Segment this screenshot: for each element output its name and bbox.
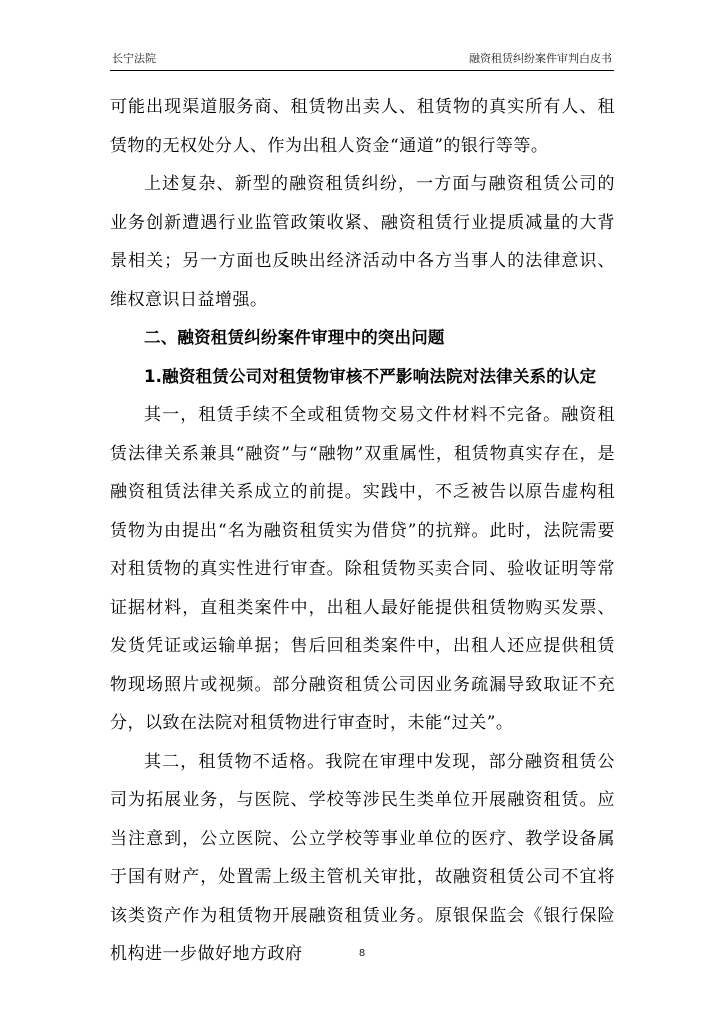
paragraph-second-issue: 其二，租赁物不适格。我院在审理中发现，部分融资租赁公司为拓展业务，与医院、学校等涉民生类单位开展融资租赁。应当注意到，公立医院、公立学校等事业单位的医疗、教学设备属于国有财产，处置需上级主管机关审批，故融资租赁公司不宜将该类资产作为租赁物开展融资租赁业务。原银保监会《银行保险机构进一步做好地方政府 bbox=[110, 751, 615, 964]
page-number: 8 bbox=[358, 948, 366, 959]
subsection-heading: 1.融资租赁公司对租赁物审核不严影响法院对法律关系的认定 bbox=[144, 366, 597, 386]
page-header bbox=[110, 50, 614, 68]
paragraph-first-issue: 其一，租赁手续不全或租赁物交易文件材料不完备。融资租赁法律关系兼具“融资”与“融物”双重属性，租赁物真实存在，是融资租赁法律关系成立的前提。实践中，不乏被告以原告虚构租赁物为由提出“名为融资租赁实为借贷”的抗辩。此时，法院需要对租赁物的真实性进行审查。除租赁物买卖合同、验收证明等常证据材料，直租类案件中，出租人最好能提供租赁物购买发票、发货凭证或运输单据；售后回租类案件中，出租人还应提供租赁物现场照片或视频。部分融资租赁公司因业务疏漏导致取证不充分，以致在法院对租赁物进行审查时，未能“过关”。 bbox=[110, 405, 615, 733]
paragraph-background: 上述复杂、新型的融资租赁纠纷，一方面与融资租赁公司的业务创新遭遇行业监管政策收紧、融资租赁行业提质减量的大背景相关；另一方面也反映出经济活动中各方当事人的法律意识、维权意识日益增强。 bbox=[110, 174, 615, 310]
header-divider bbox=[110, 70, 614, 71]
header-document-title: 融资租赁纠纷案件审判白皮书 bbox=[469, 52, 612, 65]
section-heading: 二、融资租赁纠纷案件审理中的突出问题 bbox=[144, 328, 445, 347]
document-body bbox=[110, 88, 615, 974]
paragraph-continuation: 可能出现渠道服务商、租赁物出卖人、租赁物的真实所有人、租赁物的无权处分人、作为出租人资金“通道”的银行等等。 bbox=[110, 97, 615, 156]
header-court-name: 长宁法院 bbox=[112, 52, 156, 65]
